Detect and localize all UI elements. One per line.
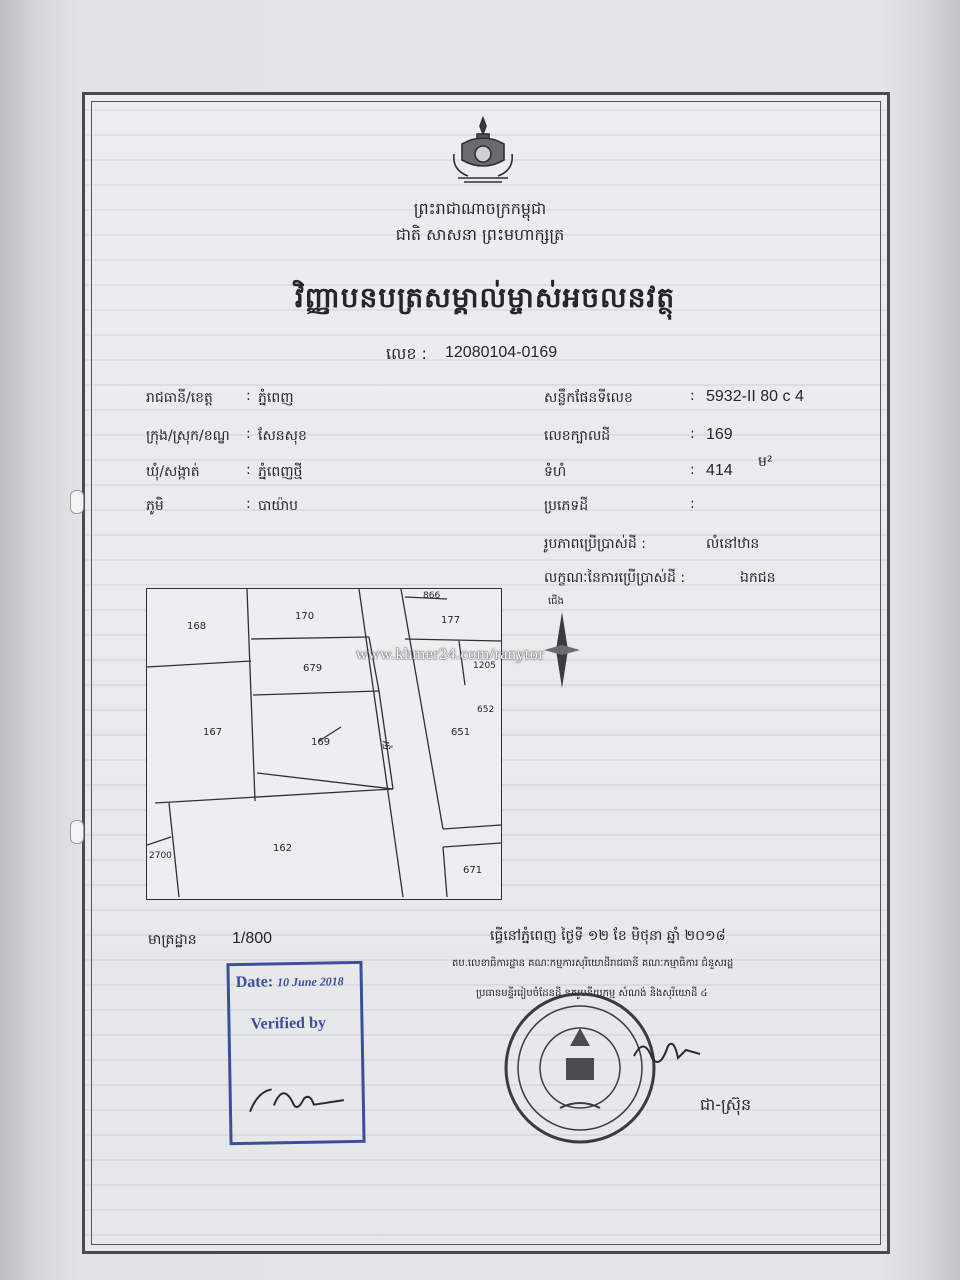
parcel-168: 168 [187, 621, 207, 632]
field-label-land-type: ប្រភេទដី [544, 498, 589, 514]
official-signature-icon [630, 1032, 710, 1072]
field-value-province: ភ្នំពេញ [258, 390, 294, 406]
stamp-signature-icon [243, 1070, 354, 1122]
field-label-area: ទំហំ [544, 464, 567, 480]
usage-label: រូបភាពប្រើប្រាស់ដី : [544, 536, 646, 552]
road-label: ផ្លូវ [381, 740, 393, 751]
watermark-text: www.khmer24.com/ranytor [356, 646, 545, 663]
field-label-province: រាជធានី/ខេត្ត [146, 390, 213, 406]
stamp-date-label: Date: [235, 973, 274, 992]
issuing-office-line1: តប.លេខាធិការដ្ឋាន គណៈកម្មការសុរិយោដីរាជធានី គណៈកម្មាធិការ ជំនួសរដ្ឋ [452, 958, 734, 969]
parcel-167: 167 [203, 727, 223, 738]
parcel-169: 169 [311, 737, 331, 748]
kingdom-heading: ព្រះរាជាណាចក្រកម្ពុជា [413, 199, 547, 218]
field-value-district: សែនសុខ [258, 428, 307, 444]
usage-type-value: ឯកជន [740, 570, 776, 586]
legal-footnote [94, 1164, 864, 1234]
punch-hole-bottom [70, 820, 84, 844]
field-label-parcel-number: លេខក្បាលដី [544, 428, 611, 444]
field-label-commune: ឃុំ/សង្កាត់ [146, 464, 200, 480]
field-value-area: 414 [706, 462, 733, 479]
parcel-170: 170 [295, 611, 315, 622]
parcel-1205: 1205 [473, 661, 496, 671]
stamp-verified-label: Verified by [250, 1014, 327, 1033]
issue-date: ធ្វើនៅភ្នំពេញ ថ្ងៃទី ១២ ខែ មិថុនា ឆ្នាំ ២០១៨ [490, 928, 726, 944]
certificate-number: 12080104-0169 [445, 344, 558, 361]
north-label: ជើង [548, 596, 564, 607]
field-value-area-unit: ម² [758, 454, 773, 470]
parcel-651: 651 [451, 727, 471, 738]
usage-value: លំនៅឋាន [706, 536, 760, 552]
field-label-village: ភូមិ [146, 498, 164, 514]
field-label-map-sheet: សន្លឹកផែនទីលេខ [544, 390, 633, 406]
parcel-2700: 2700 [149, 851, 172, 861]
parcel-177: 177 [441, 615, 461, 626]
field-label-district: ក្រុង/ស្រុក/ខណ្ឌ [146, 428, 230, 444]
parcel-652: 652 [477, 705, 495, 715]
number-label: លេខ : [386, 344, 427, 363]
punch-hole-top [70, 490, 84, 514]
scale-value: 1/800 [232, 930, 273, 947]
signer-name: ជា-ស្រ៊ុន [700, 1095, 752, 1114]
stamp-date [236, 972, 344, 992]
stamp-date-value: 10 June 2018 [276, 974, 344, 990]
parcel-679: 679 [303, 663, 323, 674]
scale-label: មាត្រដ្ឋាន [148, 932, 197, 948]
usage-type-label: លក្ខណៈនៃការប្រើប្រាស់ដី : [544, 570, 686, 586]
parcel-866: 866 [423, 591, 441, 601]
parcel-162: 162 [273, 843, 293, 854]
field-value-parcel-number: 169 [706, 426, 733, 443]
field-value-commune: ភ្នំពេញថ្មី [258, 464, 303, 480]
document-title: វិញ្ញាបនបត្រសម្គាល់ម្ចាស់អចលនវត្ថុ [294, 281, 676, 314]
field-value-village: បាយ៉ាប [258, 498, 298, 514]
issuing-office-line2: ប្រធានមន្ទីររៀបចំដែនដី នគរូបនីយកម្ម សំណង់ និងសុរិយោដី ៤ [476, 988, 708, 999]
royal-emblem-icon [448, 114, 518, 186]
north-arrow-icon [544, 612, 580, 688]
motto-heading: ជាតិ សាសនា ព្រះមហាក្សត្រ [395, 225, 565, 244]
cadastral-map [146, 588, 502, 900]
parcel-671: 671 [463, 865, 483, 876]
verification-stamp [226, 961, 365, 1145]
field-value-map-sheet: 5932-II 80 c 4 [706, 388, 804, 405]
